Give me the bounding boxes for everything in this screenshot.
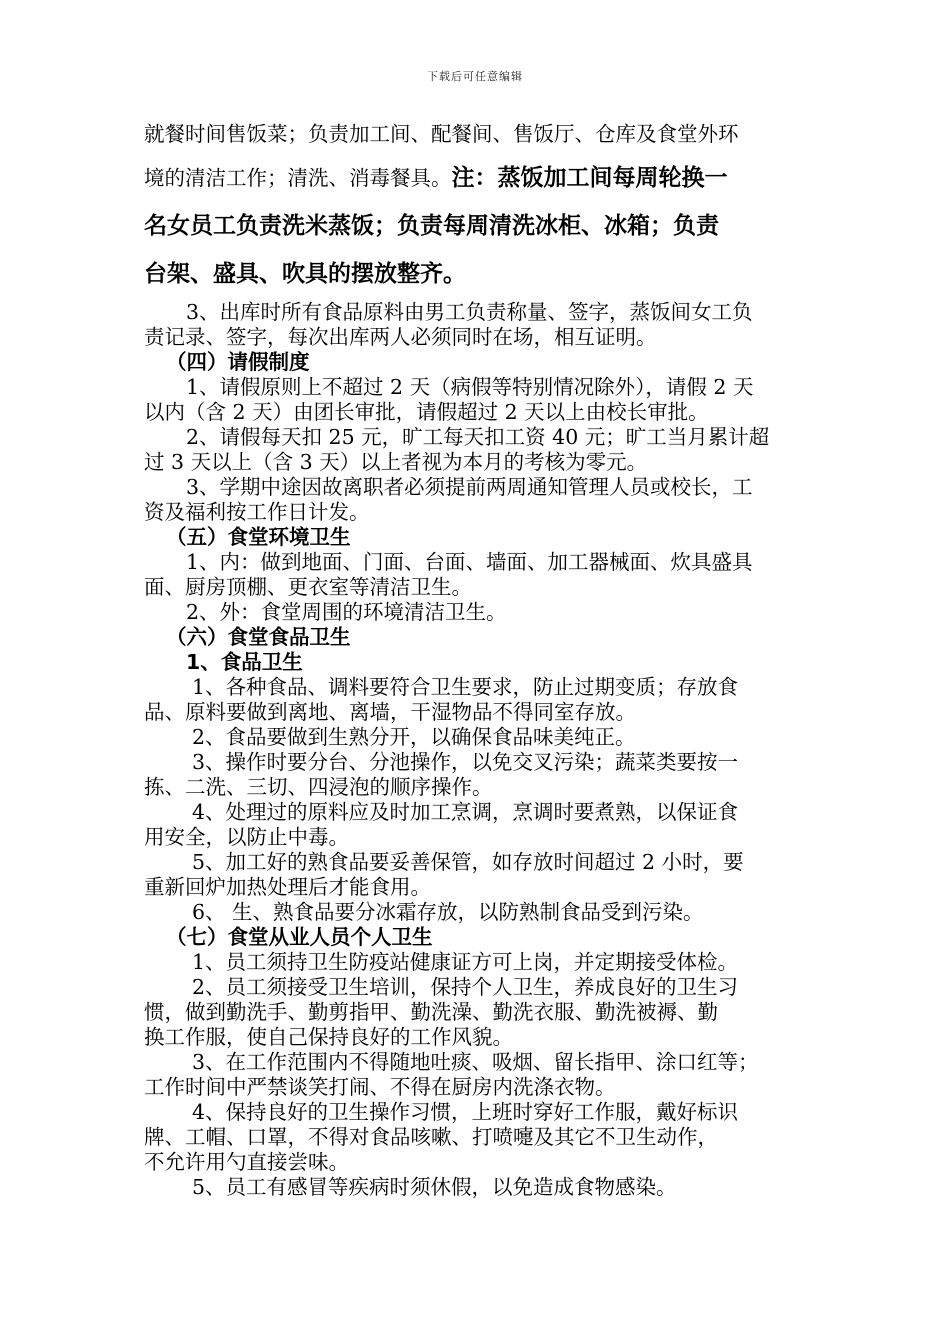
- subsection-heading: 1、食品卫生: [186, 650, 303, 674]
- text-line: 责记录、签字，每次出库两人必须同时在场，相互证明。: [144, 325, 657, 349]
- text-line: 3、学期中途因故离职者必须提前两周通知管理人员或校长，工: [186, 475, 753, 499]
- note-text: 注：蒸饭加工间每周轮换一: [451, 165, 728, 191]
- text-line: 2、员工须接受卫生培训，保持个人卫生，养成良好的卫生习: [192, 975, 739, 999]
- text-line: 换工作服，使自己保持良好的工作风貌。: [144, 1025, 513, 1049]
- text-line: 2、外：食堂周围的环境清洁卫生。: [186, 600, 507, 624]
- text-line: 1、内：做到地面、门面、台面、墙面、加工器械面、炊具盛具: [186, 550, 753, 574]
- text-line: 1、请假原则上不超过 2 天（病假等特别情况除外），请假 2 天: [186, 375, 754, 399]
- text-line: 不允许用勺直接尝味。: [144, 1150, 349, 1174]
- note-text: 名女员工负责洗米蒸饭；负责每周清洗冰柜、冰箱；负责: [144, 213, 719, 239]
- text-line: [144, 166, 810, 191]
- text-line: 过 3 天以上（含 3 天）以上者视为本月的考核为零元。: [144, 450, 648, 474]
- text-line: 1、员工须持卫生防疫站健康证方可上岗，并定期接受体检。: [192, 950, 739, 974]
- text-line: 重新回炉加热处理后才能食用。: [144, 875, 431, 899]
- section-heading: （五）食堂环境卫生: [166, 525, 351, 549]
- text-line: 用安全，以防止中毒。: [144, 825, 349, 849]
- text-segment: 境的清洁工作；清洗、消毒餐具。: [144, 166, 452, 190]
- text-line: 2、请假每天扣 25 元，旷工每天扣工资 40 元；旷工当月累计超: [186, 425, 770, 449]
- text-line: 4、保持良好的卫生操作习惯，上班时穿好工作服，戴好标识: [192, 1100, 739, 1124]
- text-line: 6、 生、熟食品要分冰霜存放，以防熟制食品受到污染。: [192, 900, 704, 924]
- text-line: 5、员工有感冒等疾病时须休假，以免造成食物感染。: [192, 1175, 677, 1199]
- note-text: 台架、盛具、吹具的摆放整齐。: [144, 261, 466, 287]
- text-line: 工作时间中严禁谈笑打闹、不得在厨房内洗涤衣物。: [144, 1075, 616, 1099]
- section-heading: （四）请假制度: [166, 350, 310, 374]
- text-line: 3、在工作范围内不得随地吐痰、吸烟、留长指甲、涂口红等；: [192, 1050, 759, 1074]
- text-line: 以内（含 2 天）由团长审批，请假超过 2 天以上由校长审批。: [144, 400, 709, 424]
- text-line: 3、出库时所有食品原料由男工负责称量、签字，蒸饭间女工负: [186, 300, 753, 324]
- text-line: 牌、工帽、口罩，不得对食品咳嗽、打喷嚏及其它不卫生动作，: [144, 1125, 718, 1149]
- text-line: 就餐时间售饭菜；负责加工间、配餐间、售饭厅、仓库及食堂外环: [144, 122, 739, 146]
- section-heading: （六）食堂食品卫生: [166, 625, 351, 649]
- text-line: 拣、二洗、三切、四浸泡的顺序操作。: [144, 775, 493, 799]
- text-line: 5、加工好的熟食品要妥善保管，如存放时间超过 2 小时，要: [192, 850, 744, 874]
- text-line: 4、处理过的原料应及时加工烹调，烹调时要煮熟，以保证食: [192, 800, 739, 824]
- text-line: 资及福利按工作日计发。: [144, 500, 370, 524]
- text-line: 惯，做到勤洗手、勤剪指甲、勤洗澡、勤洗衣服、勤洗被褥、勤: [144, 1000, 718, 1024]
- text-line: 面、厨房顶棚、更衣室等清洁卫生。: [144, 575, 472, 599]
- page-header: 下载后可任意编辑: [427, 70, 523, 83]
- text-line: 2、食品要做到生熟分开，以确保食品味美纯正。: [192, 725, 636, 749]
- section-heading: （七）食堂从业人员个人卫生: [166, 925, 433, 949]
- text-line: 1、各种食品、调料要符合卫生要求，防止过期变质；存放食: [192, 675, 739, 699]
- text-line: 品、原料要做到离地、离墙，干湿物品不得同室存放。: [144, 700, 636, 724]
- text-line: 3、操作时要分台、分池操作，以免交叉污染；蔬菜类要按一: [192, 750, 739, 774]
